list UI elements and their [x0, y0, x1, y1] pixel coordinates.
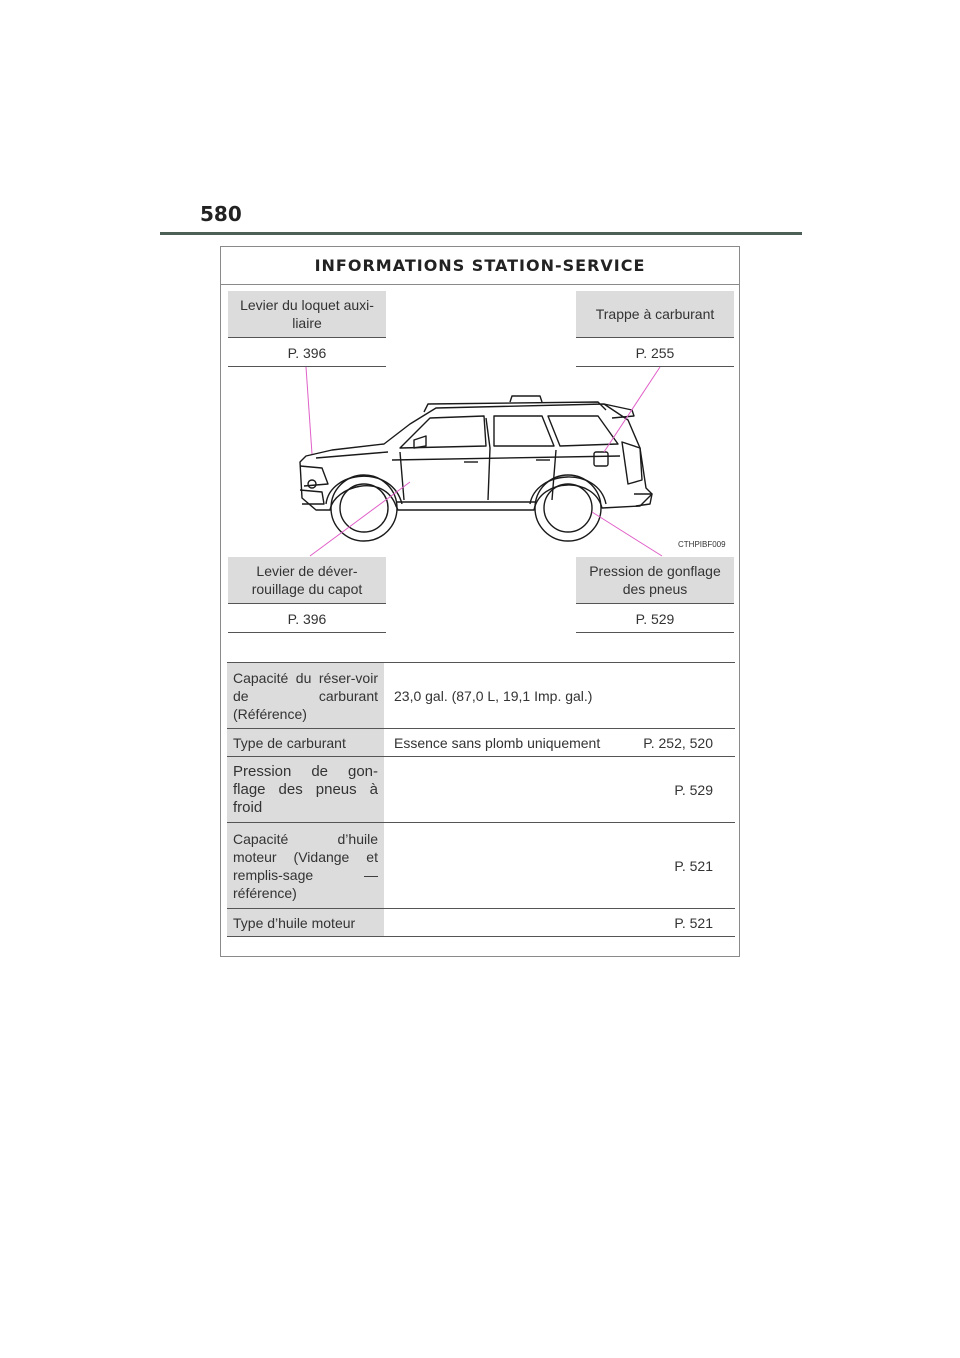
callout-tire-pressure-page[interactable]: P. 529	[576, 605, 734, 633]
callout-hood-release-label: Levier de déver-rouillage du capot	[228, 557, 386, 604]
spec-value	[384, 729, 735, 757]
table-row	[227, 757, 735, 823]
callout-hood-release-page[interactable]: P. 396	[228, 605, 386, 633]
spec-page-ref[interactable]: P. 521	[384, 823, 735, 909]
table-row	[227, 663, 735, 729]
image-code: CTHPIBF009	[678, 540, 726, 549]
spec-key: Pression de gon-flage des pneus à froid	[227, 757, 384, 823]
spec-value-text: Essence sans plomb uniquement	[394, 734, 601, 751]
table-row	[227, 909, 735, 937]
spec-page-ref[interactable]: P. 529	[384, 757, 735, 823]
section-title: INFORMATIONS STATION-SERVICE	[221, 247, 739, 285]
callout-aux-latch-page[interactable]: P. 396	[228, 339, 386, 367]
spec-key: Type d’huile moteur	[227, 909, 384, 937]
table-row	[227, 823, 735, 909]
specs-table	[227, 662, 735, 937]
spec-key: Capacité d’huile moteur (Vidange et remplis-sage — référence)	[227, 823, 384, 909]
callout-fuel-door-label: Trappe à carburant	[576, 291, 734, 338]
callout-aux-latch-label: Levier du loquet auxi-liaire	[228, 291, 386, 338]
callout-fuel-door-page[interactable]: P. 255	[576, 339, 734, 367]
spec-key: Type de carburant	[227, 729, 384, 757]
spec-value: 23,0 gal. (87,0 L, 19,1 Imp. gal.)	[384, 663, 735, 729]
table-row	[227, 729, 735, 757]
page-number: 580	[200, 202, 242, 226]
spec-key: Capacité du réser-voir de carburant (Référence)	[227, 663, 384, 729]
spec-page-ref[interactable]: P. 521	[384, 909, 735, 937]
header-rule	[160, 232, 802, 235]
spec-page-ref[interactable]: P. 252, 520	[643, 734, 713, 751]
callout-tire-pressure-label: Pression de gonflage des pneus	[576, 557, 734, 604]
